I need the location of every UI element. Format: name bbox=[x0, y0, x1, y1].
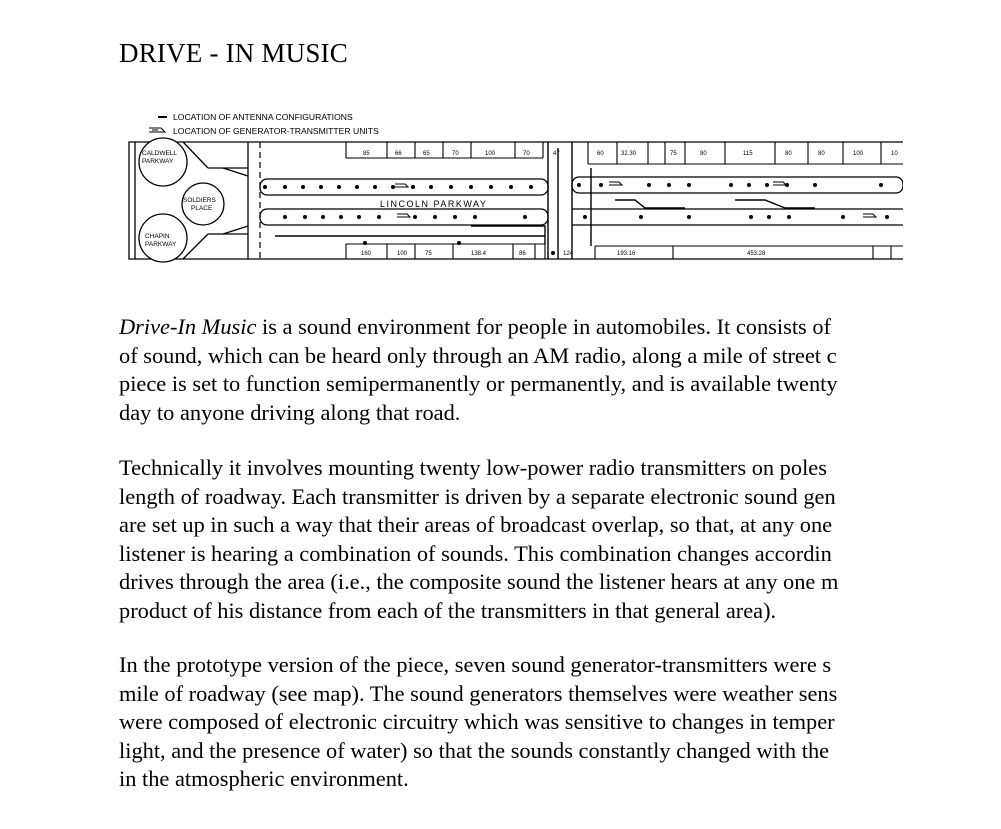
text-line: were composed of electronic circuitry which was sensitive to changes in temper bbox=[119, 709, 835, 735]
lot-number: 60 bbox=[597, 151, 604, 157]
soldiers-label-2: PLACE bbox=[191, 205, 213, 212]
lot-number: 100 bbox=[397, 251, 408, 257]
lot-number: 75 bbox=[670, 151, 677, 157]
soldiers-label-1: SOLDIERS bbox=[183, 197, 216, 204]
page-title: DRIVE - IN MUSIC bbox=[119, 38, 348, 68]
text-line: piece is set to function semipermanently or permanently, and is available twenty bbox=[119, 371, 838, 397]
text-line: in the atmospheric environment. bbox=[119, 766, 409, 792]
text-line: mile of roadway (see map). The sound generators themselves were weather sens bbox=[119, 680, 838, 706]
paragraph-3 bbox=[119, 651, 903, 794]
lot-number: 85 bbox=[363, 151, 370, 157]
lot-number: 138.4 bbox=[471, 251, 487, 257]
lot-number: 115 bbox=[743, 151, 753, 157]
text-line: product of his distance from each of the transmitters in that general area). bbox=[119, 597, 777, 623]
lot-number: 453.28 bbox=[747, 251, 766, 257]
lot-number: 10 bbox=[891, 151, 898, 157]
caldwell-label-1: CALDWELL bbox=[142, 150, 178, 157]
text-line: listener is hearing a combination of sounds. This combination changes accordin bbox=[119, 540, 832, 566]
legend-generator-label: LOCATION OF GENERATOR-TRANSMITTER UNITS bbox=[173, 126, 379, 136]
text-fragment: is a sound environment for people in automobiles. It consists of bbox=[256, 314, 832, 339]
text-line: day to anyone driving along that road. bbox=[119, 399, 461, 425]
text-line: Technically it involves mounting twenty low-power radio transmitters on poles bbox=[119, 455, 827, 480]
soldiers-place-circle bbox=[182, 183, 224, 225]
bottom-lot-numbers bbox=[361, 251, 766, 257]
lot-number: 80 bbox=[785, 151, 792, 157]
lincoln-parkway-lanes bbox=[260, 177, 903, 225]
lot-number: 70 bbox=[452, 151, 459, 157]
text-line: light, and the presence of water) so that the sounds constantly changed with the bbox=[119, 737, 830, 763]
generator-legend-marker bbox=[149, 128, 165, 132]
text-line: length of roadway. Each transmitter is driven by a separate electronic sound gen bbox=[119, 483, 836, 509]
lincoln-parkway-label: LINCOLN PARKWAY bbox=[380, 199, 488, 209]
chapin-label-2: PARKWAY bbox=[145, 241, 177, 248]
text-line: are set up in such a way that their areas of broadcast overlap, so that, at any one bbox=[119, 512, 833, 538]
lot-number: 65 bbox=[423, 151, 430, 157]
lot-number: 124 bbox=[563, 251, 574, 257]
lot-number: 80 bbox=[700, 151, 707, 157]
lot-number: 160 bbox=[361, 251, 372, 257]
lot-number: 47 bbox=[553, 151, 560, 157]
lot-number: 193.16 bbox=[617, 251, 636, 257]
lot-number: 70 bbox=[523, 151, 530, 157]
work-title: Drive-In Music bbox=[119, 314, 257, 339]
lot-number: 80 bbox=[818, 151, 825, 157]
lot-number: 75 bbox=[425, 251, 432, 257]
lot-number: 66 bbox=[395, 151, 402, 157]
lot-number: 32.30 bbox=[621, 151, 637, 157]
street-map-diagram bbox=[125, 108, 903, 268]
paragraph-2 bbox=[119, 454, 903, 626]
lot-number: 86 bbox=[519, 251, 526, 257]
chapin-label-1: CHAPIN bbox=[145, 233, 170, 240]
map-left-edge bbox=[129, 142, 135, 259]
text-line: drives through the area (i.e., the composite sound the listener hears at any one m bbox=[119, 569, 839, 595]
lot-number: 100 bbox=[485, 151, 496, 157]
text-line bbox=[119, 313, 903, 342]
caldwell-label-2: PARKWAY bbox=[142, 158, 174, 165]
legend-antenna-label: LOCATION OF ANTENNA CONFIGURATIONS bbox=[173, 112, 353, 122]
paragraph-1 bbox=[119, 313, 903, 427]
text-line: In the prototype version of the piece, seven sound generator-transmitters were s bbox=[119, 652, 832, 677]
lot-number: 100 bbox=[853, 151, 864, 157]
text-line: of sound, which can be heard only through an AM radio, along a mile of street c bbox=[119, 342, 837, 368]
